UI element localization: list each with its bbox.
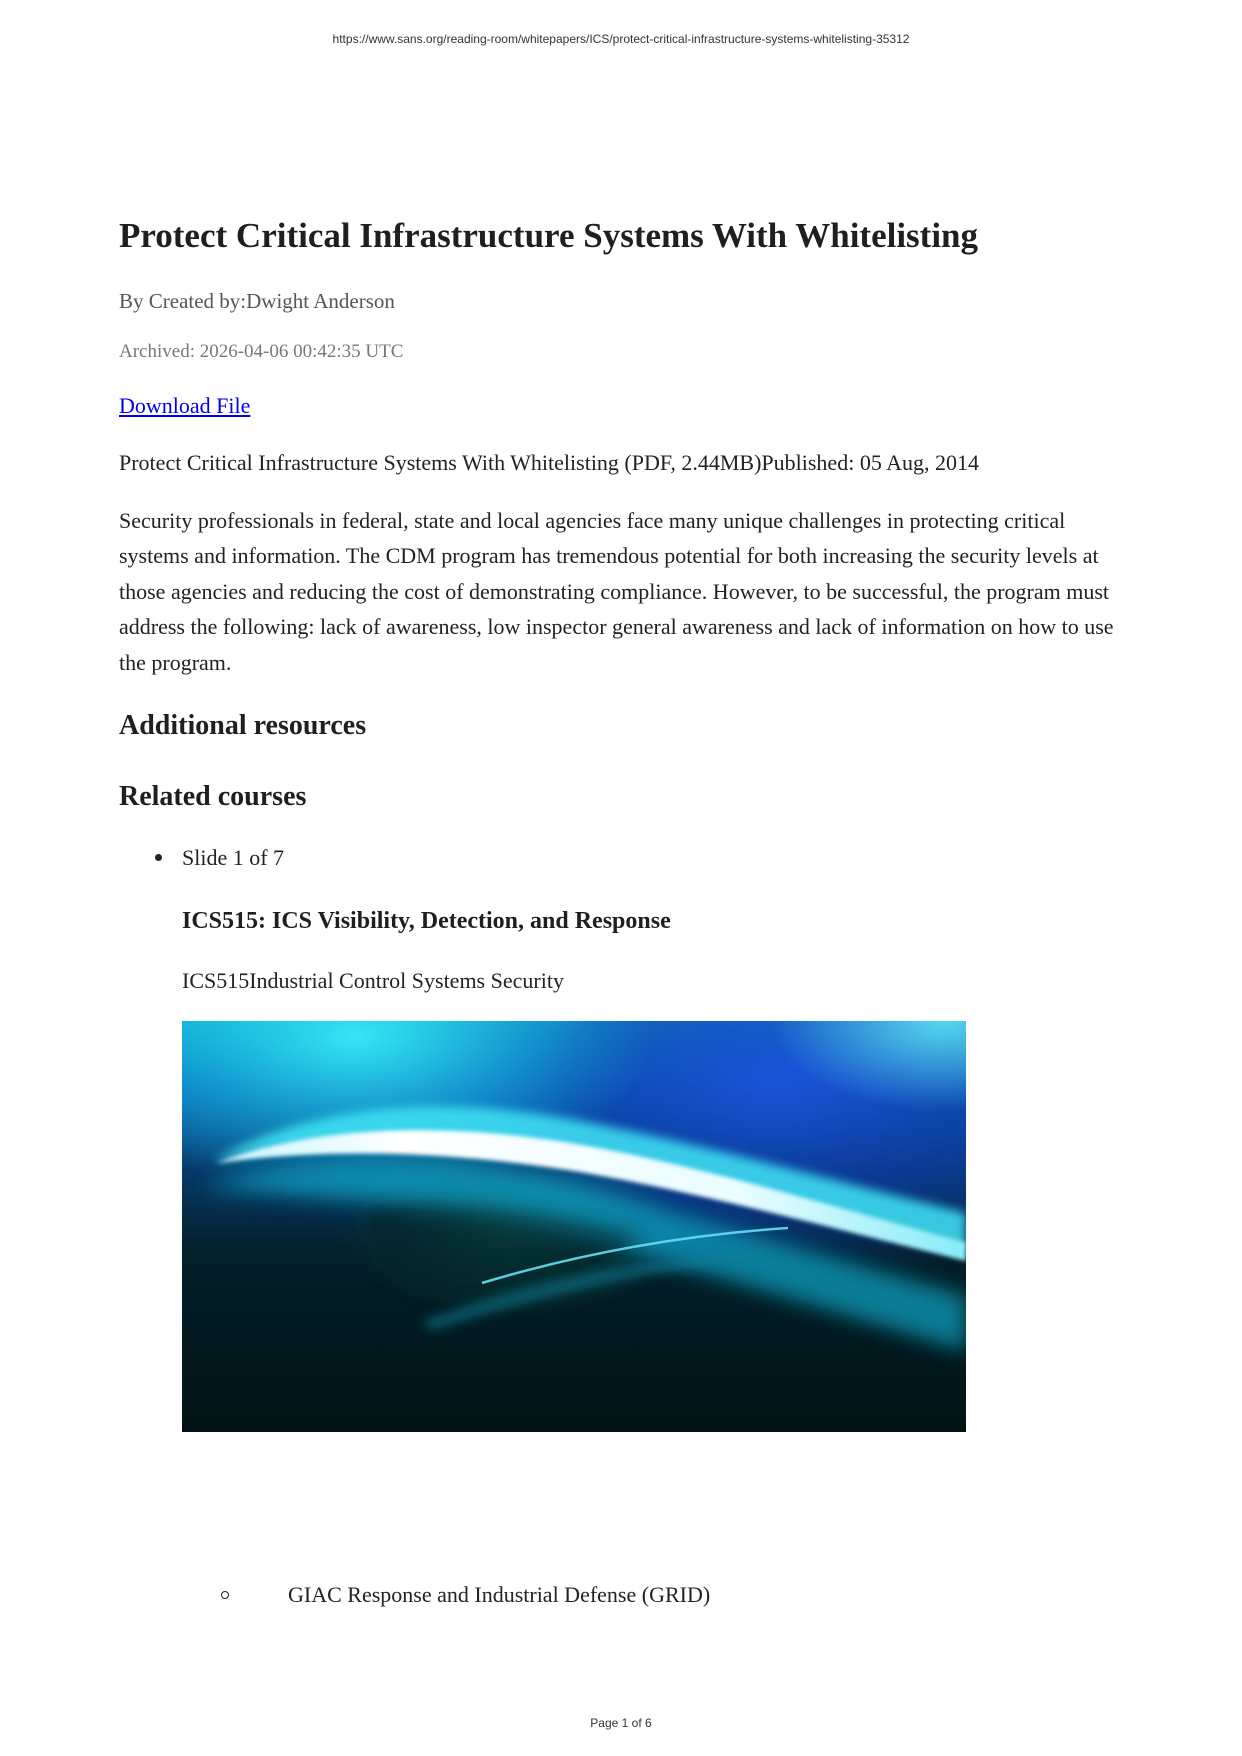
course-subtitle: ICS515Industrial Control Systems Security	[182, 968, 564, 993]
course-image	[182, 1021, 966, 1432]
certification-item: GIAC Response and Industrial Defense (GRID)	[288, 1582, 711, 1607]
page-url-header: https://www.sans.org/reading-room/whitepapers/ICS/protect-critical-infrastructure-systems-whitelisting-35312	[332, 32, 910, 46]
file-info-text: Protect Critical Infrastructure Systems With Whitelisting (PDF, 2.44MB)Published: 05 Aug, 2014	[119, 450, 979, 475]
article-byline: By Created by:Dwight Anderson	[119, 289, 395, 313]
article-title: Protect Critical Infrastructure Systems With Whitelisting	[119, 216, 979, 255]
article-summary: Security professionals in federal, state and local agencies face many unique challenges in protecting critical systems and information. The CDM program has tremendous potential for both increasing the security levels at those agencies and reducing the cost of demonstrating compliance. However, to be successful, the program must address the following: lack of awareness, low inspector general awareness and lack of information on how to use the program.	[119, 508, 1114, 675]
page-number: Page 1 of 6	[590, 1716, 652, 1730]
archived-timestamp: Archived: 2026-04-06 00:42:35 UTC	[119, 341, 404, 362]
circle-bullet-icon	[221, 1591, 229, 1599]
carousel-slide-label: Slide 1 of 7	[182, 845, 285, 870]
additional-resources-heading: Additional resources	[119, 710, 367, 741]
course-title: ICS515: ICS Visibility, Detection, and Response	[182, 908, 671, 934]
disc-bullet-icon	[155, 854, 162, 861]
download-file-link[interactable]: Download File	[119, 393, 251, 418]
related-courses-heading: Related courses	[119, 781, 307, 812]
